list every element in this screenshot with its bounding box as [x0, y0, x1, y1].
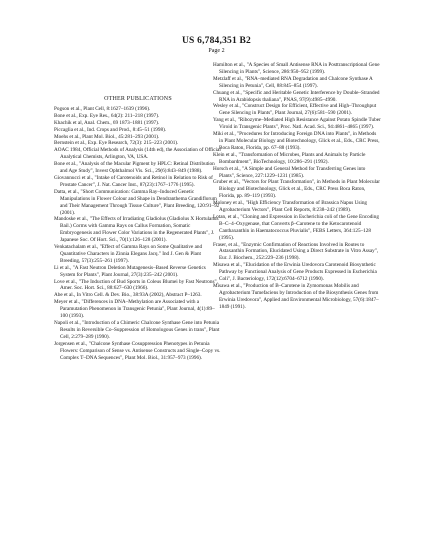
reference-entry: Bone et al., "Analysis of the Macular Pigment by HPLC: Retinal Distribution and Age Study", Invest Ophthalmol Vis. Sci., 29(6):843–849 (1988).: [54, 161, 215, 175]
reference-entry: Horsch et al., "A Simple and General Method for Transferring Genes into Plants", Science, 227:1229–1231 (1985).: [213, 165, 366, 179]
reference-entry: Pogson et al., Plant Cell, 8:1627–1639 (1996).: [54, 105, 151, 112]
reference-entry: AOAC 1984, Official Methods of Analysis (14th ed), the Association of Official Analytical Chemists, Arlington, VA, USA.: [54, 147, 221, 161]
reference-entry: Bone et al., Exp. Eye Res., 64(2): 211–218 (1997).: [54, 112, 160, 119]
reference-entry: Misawa et al., "Production of B–Carotene in Zymomonas Mobilis and Agrobacterium Tumefaciens by Introduction of the Biosynthesis Genes from Erwinia Uredovora", Applied and Environmental Microbiology, 57(6):1847–1849 (1991).: [213, 283, 379, 310]
reference-entry: Gruber et al., "Vectors for Plant Transformation", in Methods in Plant Molecular Biology and Biotechnology, Glick et al., Eds., CRC Press Boca Raton, Florida, pp. 89–119 (1993).: [213, 179, 381, 200]
reference-entry: Abe et al., In Vitro Cell. & Dev. Bio., 38:93A (2002), Abstract P–1263.: [54, 292, 202, 299]
reference-entry: Khachik et al, Anal. Chem., 69 1873–1881 (1997).: [54, 119, 160, 126]
reference-entry: Misawa et al., "Elucidation of the Erwinia Uredovora Carotenoid Biosynthetic Pathway by Functional Analysis of Gene Products Expressed in Escherichia Coli", J. Bacteriology, 172(12):6704–6712 (1990).: [213, 262, 377, 283]
reference-entry: Giovannucci et al., "Intake of Carotenoids and Retinol in Relation to Risk of Prostate Cancer", J. Nat. Cancer Inst., 87(23):1767–1776 (1995).: [54, 174, 213, 188]
left-reference-list: [54, 106, 222, 362]
reference-entry: Venkatachalam et al., "Effect of Gamma Rays on Some Qualitative and Quantitative Characters in Zinnia Elegans Jacq." Ind J. Gen & Plant Breeding, 57(3):255–261 (1997).: [54, 244, 203, 264]
patent-number: US 6,784,351 B2: [182, 36, 251, 46]
reference-entry: Klein et al., "Transformation of Microbes, Plants and Animals by Particle Bombardment", BioTechnology, 10:286–291 (1992).: [213, 151, 366, 165]
reference-entry: Fraser, et al., "Enzymic Confirmation of Reactions Involved in Routes to Astaxanthin Formation, Elucidated Using a Direct Substrate in Vitro Assay", Eur. J. Biochem., 252:229–236 (1998).: [213, 241, 379, 262]
reference-entry: Mandoske et al., "The Effects of Irradiating Gladiolus (Gladiolus X Hortulanus Bail.) Corms with Gamma Rays on Callus Formation, Somatic Embryogenesis and Flower Color Variations in the Regenerated Plants", J. Japanese Soc. Of Hort. Sci., 70(1):126–128 (2001).: [54, 216, 219, 244]
reference-entry: Chuang et al., "Specific and Heritable Genetic Interference by Double–Stranded RNA in Arabidopsis thaliana", PNAS, 97(9):4985–4990.: [213, 89, 380, 103]
reference-entry: Lotan, et al., "Cloning and Expression in Escherichia coli of the Gene Encoding B–C–4–Oxygenase, that Converts β–Carotene to the Ketocarotenoid Canthaxanthin in Haematococcus Pluvialis", FEBS Letters, 364:125–128 (1995).: [213, 213, 379, 241]
reference-entry: Miki et al., "Procedures for Introducing Foreign DNA into Plants", in Methods in Plant Molecular Biology and Biotechnology, Glick et al., Eds., CRC Press, Boca Raton, Florida, pp. 67–88 (1993).: [213, 131, 380, 151]
reference-entry: Datta, et al., "Short Communication: Gamma Ray–Induced Genetic Manipulations in Flower Colour and Shape in Dendranthema Grandiflorum and Their Management Through Tissue Culture", Plant Breeding, 120:91–92 (2001).: [54, 188, 220, 216]
reference-entry: Wesley et al., "Construct Design for Efficient, Effective and High–Throughput Gene Silencing in Plants", Plant Journal, 27(6):581–590 (2001).: [213, 103, 377, 117]
reference-entry: Metzlaff et al., "RNA–mediated RNA Degradation and Chalcone Synthase A Silencing in Petunia", Cell, 88:845–854 (1997).: [213, 75, 373, 89]
section-title: OTHER PUBLICATIONS: [104, 96, 172, 102]
reference-entry: Yang et al., "Ribozyme–Mediated High Resistance Against Potato Spindle Tuber Viroid in Transgenic Plants", Proc. Natl. Acad. Sci., 94:4861–4865 (1997).: [213, 117, 381, 131]
reference-entry: Moloney et al., "High Efficiency Transformation of Brassica Napus Using Agrobacterium Vectors", Plant Cell Reports, 8:238–242 (1989).: [213, 200, 368, 214]
reference-entry: Hamilton et al., "A Species of Small Antisense RNA in Posttranscriptional Gene Silencing in Plants", Science, 286:950–952 (1999).: [213, 62, 380, 75]
left-column: [54, 62, 222, 361]
reference-entry: Bernstein et al., Exp. Eye Research, 72(3): 215–223 (2001).: [54, 140, 179, 147]
reference-entry: Piccaglia et al., Ind. Crops and Prod., 8:45–51 (1998).: [54, 126, 167, 133]
reference-entry: Meyer et al., "Differences in DNA–Methylation are Associated with a Paramutation Phenomenon in Transgenic Petunia", Plant Journal, 4(1):89–100 (1993).: [54, 299, 215, 320]
reference-entry: Moehs et al., Plant Mol. Biol., 45:281–293 (2001).: [54, 133, 160, 140]
reference-entry: Love et al., "The Induction of Bud Sports in Coleus Blumei by Fast Neutrons", Amer. Soc. Hort. Sci., 88:627–630 (1966).: [54, 278, 218, 292]
reference-entry: Li et al., "A Fast Neutron Deletion Mutagenesis–Based Reverse Genetics System for Plants", Plant Journal, 27(3):235–242 (2001).: [54, 264, 206, 278]
right-reference-list: [213, 62, 381, 311]
reference-entry: Napoli et al., "Introduction of a Chimeric Chalcone Synthase Gene into Petunia Results in Reversible Co–Suppression of Homologous Genes in trans", Plant Cell, 2:279–289 (1990).: [54, 320, 220, 340]
page-label: Page 2: [208, 48, 225, 54]
right-column: [213, 62, 381, 311]
reference-entry: Jorgensen et al., "Chalcone Synthase Cosuppression Phenotypes in Petunia Flowers: Comparison of Sense vs. Antisense Constructs and Single–Copy vs. Complex T–DNA Sequences", Plant Mol. Biol., 31:957–973 (1996).: [54, 340, 221, 361]
